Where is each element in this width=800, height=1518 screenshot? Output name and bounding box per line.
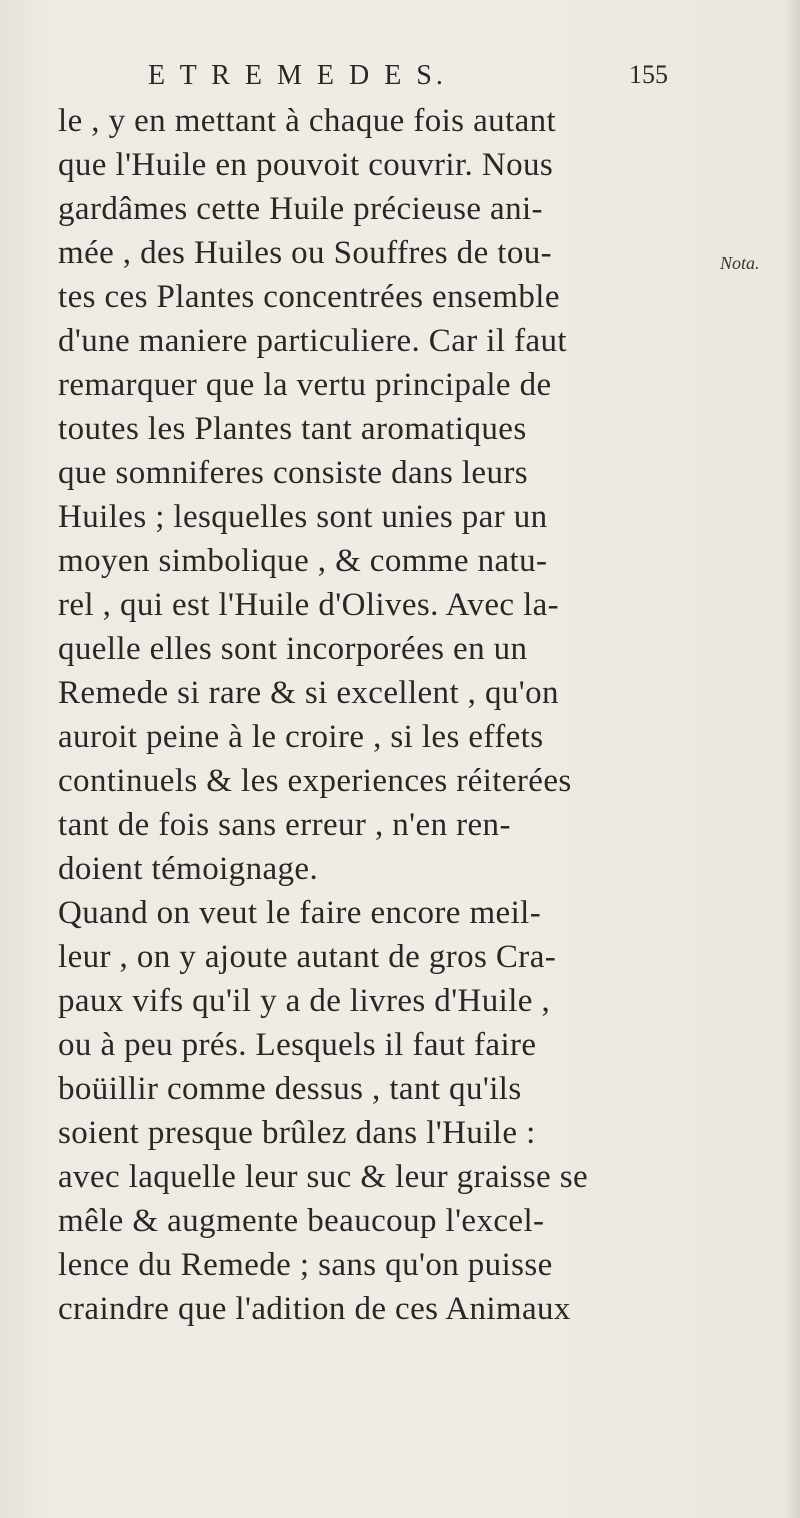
text-line: avec laquelle leur suc & leur graisse se xyxy=(58,1159,589,1195)
text-line: remarquer que la vertu principale de xyxy=(58,367,552,403)
text-line: moyen simbolique , & comme natu- xyxy=(58,543,548,579)
text-line: Remede si rare & si excellent , qu'on xyxy=(58,675,559,711)
text-line: que l'Huile en pouvoit couvrir. Nous xyxy=(58,147,554,183)
page-edge-shadow xyxy=(786,0,800,1518)
text-line: toutes les Plantes tant aromatiques xyxy=(58,411,527,447)
text-line: d'une maniere particuliere. Car il faut xyxy=(58,323,567,359)
text-line: tes ces Plantes concentrées ensemble xyxy=(58,279,560,315)
page-number: 155 xyxy=(629,60,668,89)
text-line: continuels & les experiences réiterées xyxy=(58,763,572,799)
text-line: gardâmes cette Huile précieuse ani- xyxy=(58,191,543,227)
text-line: paux vifs qu'il y a de livres d'Huile , xyxy=(58,983,551,1019)
text-line: craindre que l'adition de ces Animaux xyxy=(58,1291,571,1327)
text-line: quelle elles sont incorporées en un xyxy=(58,631,528,667)
text-line: Huiles ; lesquelles sont unies par un xyxy=(58,499,548,535)
text-line: boüillir comme dessus , tant qu'ils xyxy=(58,1071,522,1107)
text-line: mêle & augmente beaucoup l'excel- xyxy=(58,1203,545,1239)
text-line: que somniferes consiste dans leurs xyxy=(58,455,528,491)
margin-note: Nota. xyxy=(720,253,760,273)
text-line: ou à peu prés. Lesquels il faut faire xyxy=(58,1027,537,1063)
text-line: doient témoignage. xyxy=(58,851,319,887)
text-line: le , y en mettant à chaque fois autant xyxy=(58,103,557,139)
text-line: rel , qui est l'Huile d'Olives. Avec la- xyxy=(58,587,560,623)
text-line: auroit peine à le croire , si les effets xyxy=(58,719,544,755)
running-head xyxy=(148,60,668,100)
text-line: soient presque brûlez dans l'Huile : xyxy=(58,1115,536,1151)
text-line: mée , des Huiles ou Souffres de tou- xyxy=(58,235,553,271)
text-line: leur , on y ajoute autant de gros Cra- xyxy=(58,939,557,975)
running-head-title: E T R E M E D E S. xyxy=(148,60,447,91)
text-line: tant de fois sans erreur , n'en ren- xyxy=(58,807,511,843)
text-line: Quand on veut le faire encore meil- xyxy=(58,895,542,931)
text-line: lence du Remede ; sans qu'on puisse xyxy=(58,1247,553,1283)
